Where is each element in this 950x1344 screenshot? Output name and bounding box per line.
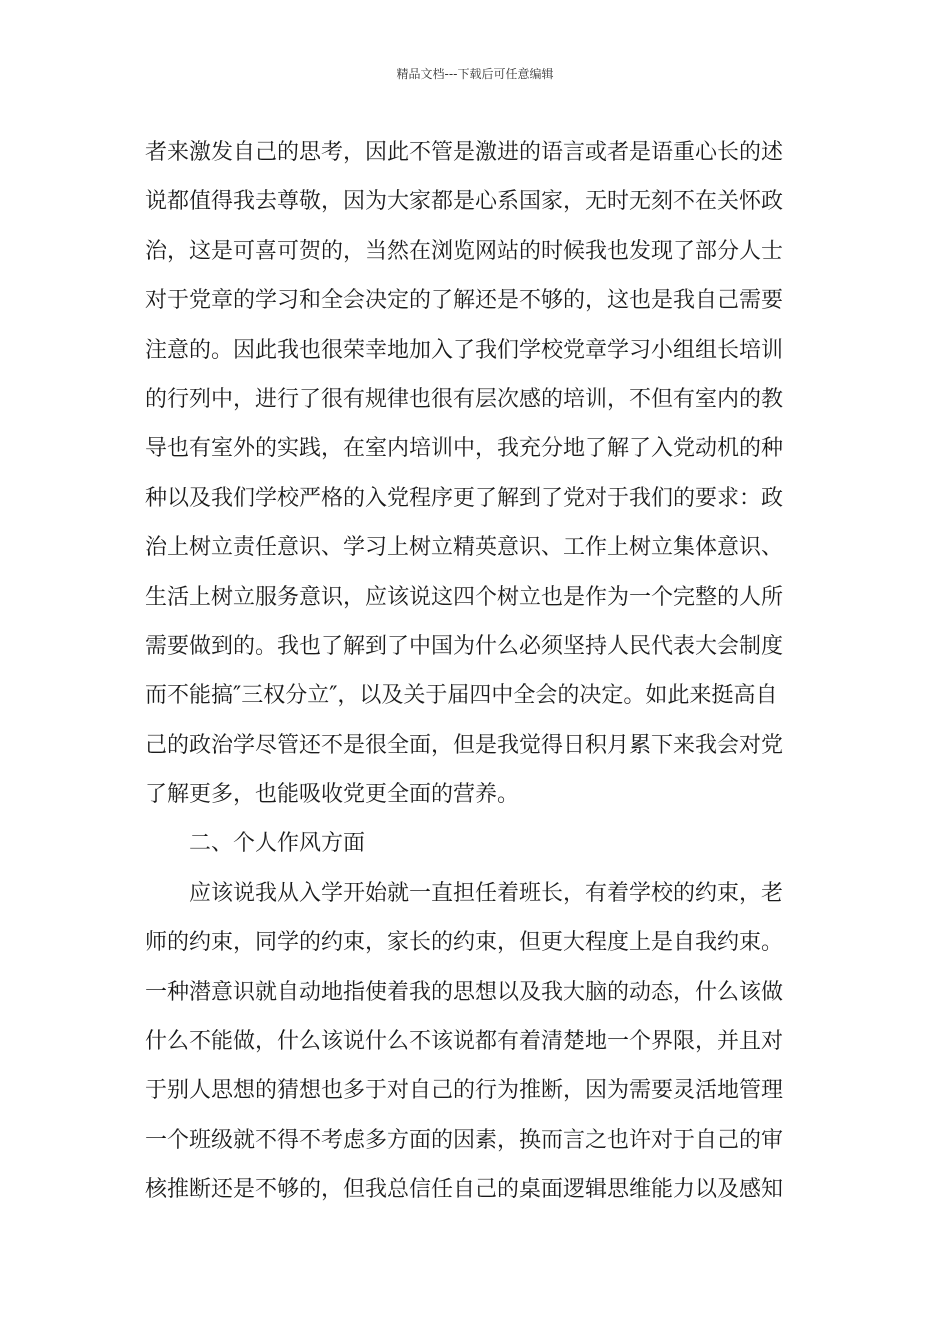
text-line: 种以及我们学校严格的入党程序更了解到了党对于我们的要求：政 bbox=[145, 485, 784, 511]
text-line: 什么不能做，什么该说什么不该说都有着清楚地一个界限，并且对 bbox=[145, 1029, 784, 1055]
text-line: 生活上树立服务意识，应该说这四个树立也是作为一个完整的人所 bbox=[145, 584, 784, 610]
text-line: 注意的。因此我也很荣幸地加入了我们学校党章学习小组组长培训 bbox=[145, 337, 784, 363]
text-line: 对于党章的学习和全会决定的了解还是不够的，这也是我自己需要 bbox=[145, 288, 784, 314]
text-line: 导也有室外的实践，在室内培训中，我充分地了解了入党动机的种 bbox=[145, 436, 784, 462]
text-line: 了解更多，也能吸收党更全面的营养。 bbox=[145, 782, 520, 808]
text-line: 师的约束，同学的约束，家长的约束，但更大程度上是自我约束。 bbox=[145, 930, 784, 956]
text-line: 一个班级就不得不考虑多方面的因素，换而言之也许对于自己的审 bbox=[145, 1127, 784, 1153]
text-line: 者来激发自己的思考，因此不管是激进的语言或者是语重心长的述 bbox=[145, 140, 784, 165]
document-body bbox=[145, 128, 815, 1215]
text-line: 己的政治学尽管还不是很全面，但是我觉得日积月累下来我会对党 bbox=[145, 732, 784, 758]
paragraph-first-line: 应该说我从入学开始就一直担任着班长，有着学校的约束，老 bbox=[189, 880, 784, 906]
text-line: 治，这是可喜可贺的，当然在浏览网站的时候我也发现了部分人士 bbox=[145, 238, 784, 264]
page-header: 精品文档---下载后可任意编辑 bbox=[396, 67, 554, 81]
text-line: 的行列中，进行了很有规律也很有层次感的培训，不但有室内的教 bbox=[145, 386, 784, 412]
text-line: 于别人思想的猜想也多于对自己的行为推断，因为需要灵活地管理 bbox=[145, 1078, 784, 1104]
text-line: 治上树立责任意识、学习上树立精英意识、工作上树立集体意识、 bbox=[145, 535, 784, 561]
text-line: 说都值得我去尊敬，因为大家都是心系国家，无时无刻不在关怀政 bbox=[145, 189, 784, 215]
text-line: 核推断还是不够的，但我总信任自己的桌面逻辑思维能力以及感知 bbox=[145, 1177, 784, 1203]
text-line: 而不能搞″三权分立″，以及关于届四中全会的决定。如此来挺高自 bbox=[145, 683, 778, 709]
text-line: 一种潜意识就自动地指使着我的思想以及我大脑的动态，什么该做 bbox=[145, 979, 784, 1005]
text-line: 需要做到的。我也了解到了中国为什么必须坚持人民代表大会制度 bbox=[145, 633, 784, 659]
section-heading: 二、个人作风方面 bbox=[189, 831, 366, 857]
